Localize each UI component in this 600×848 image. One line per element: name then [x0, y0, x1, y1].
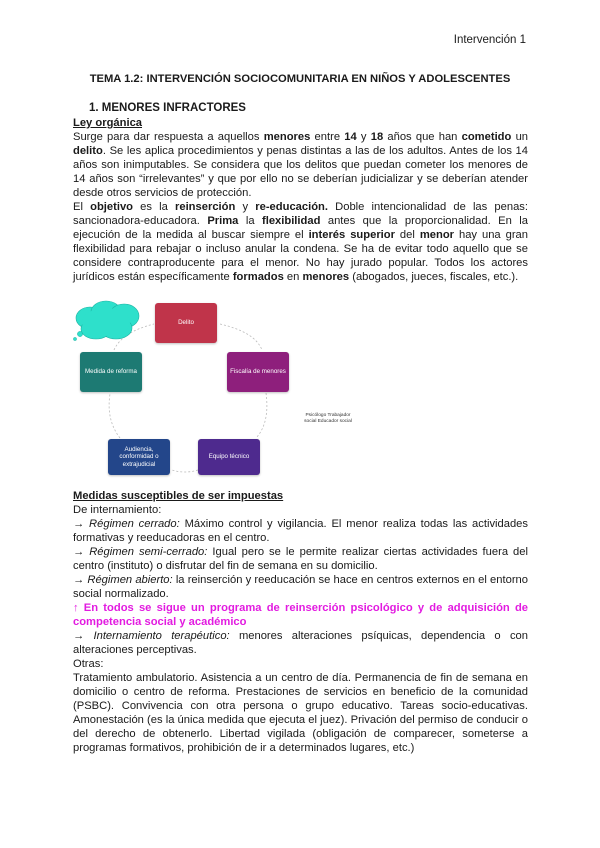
otras-paragraph: Tratamiento ambulatorio. Asistencia a un centro de día. Permanencia de fin de semana en domicilio o centro de reforma. Prestaciones de servicios en beneficio de la comunidad (PSBC). Convivencia con otra persona o grupo educativo. Tareas socio-educativas. Amonestación (es la única medida que ejecuta el juez). Privación del permiso de conducir o del derecho de obtenerlo. Libertad vigilada (obligación de comparecer, someterse a programas formativos, prohibición de ir a determinados lugares, etc.) [73, 672, 528, 754]
medida-regimen-abierto: → Régimen abierto: la reinserción y reeducación se hace en centros externos en el entorno social normalizado. [73, 574, 528, 600]
ley-heading: Ley orgánica [73, 117, 143, 129]
diagram-node-fiscalia: Fiscalía de menores [227, 352, 289, 392]
diagram-node-medida-reforma: Medida de reforma [80, 352, 142, 392]
medidas-intro: De internamiento: [73, 504, 162, 516]
medida-internamiento-terapeutico: → Internamiento terapéutico: menores alteraciones psíquicas, dependencia o con alteraciones perceptivas. [73, 630, 528, 656]
highlight-note: ↑ En todos se sigue un programa de reinserción psicológico y de adquisición de competencia social y académico [73, 602, 528, 628]
medida-regimen-cerrado: → Régimen cerrado: Máximo control y vigilancia. El menor realiza todas las actividades formativas y reeducadoras en el centro. [73, 518, 529, 544]
process-cycle-diagram [70, 298, 370, 476]
cloud-text: Psicólogo Trabajador social Educador social [304, 413, 352, 424]
ley-paragraph-2: El objetivo es la reinserción y re-educación. Doble intencionalidad de las penas: sancionadora-educadora. Prima la flexibilidad antes que la proporcionalidad. En la ejecución de la medida al buscar siempre el interés superior del menor hay una gran flexibilidad para rebajar o incluso anular la condena. Se ha de evitar todo aquello que se considere contraproducente para el menor. No hay jurado popular. Todos los actores jurídicos están específicamente formados en menores (abogados, jueces, fiscales, etc.). [73, 201, 528, 283]
medidas-block [73, 489, 528, 755]
ley-organica-block [73, 116, 528, 284]
diagram-node-delito: Delito [155, 303, 217, 343]
page-header: Intervención 1 [453, 34, 526, 46]
cloud-shape [70, 298, 143, 342]
section-heading: 1. MENORES INFRACTORES [89, 102, 246, 114]
otras-label: Otras: [73, 658, 104, 670]
medida-regimen-semicerrado: → Régimen semi-cerrado: Igual pero se le permite realizar ciertas actividades fuera del centro (instituto) o disfrutar del fin de semana en su domicilio. [73, 546, 528, 572]
medidas-heading: Medidas susceptibles de ser impuestas [73, 490, 284, 502]
diagram-node-equipo-tecnico: Equipo técnico [198, 439, 260, 475]
ley-paragraph-1: Surge para dar respuesta a aquellos menores entre 14 y 18 años que han cometido un delito. Se les aplica procedimientos y penas distintas a las de los adultos. Antes de los 14 años son inimputables. Se considera que los delitos que puedan cometer los menores de 14 años son “irrelevantes” y que por ello no se deberían judicializar y se deberían atender desde otros servicios de protección. [73, 131, 529, 199]
document-title: TEMA 1.2: INTERVENCIÓN SOCIOCOMUNITARIA EN NIÑOS Y ADOLESCENTES [89, 73, 511, 85]
diagram-node-audiencia: Audiencia, conformidad o extrajudicial [108, 439, 170, 475]
